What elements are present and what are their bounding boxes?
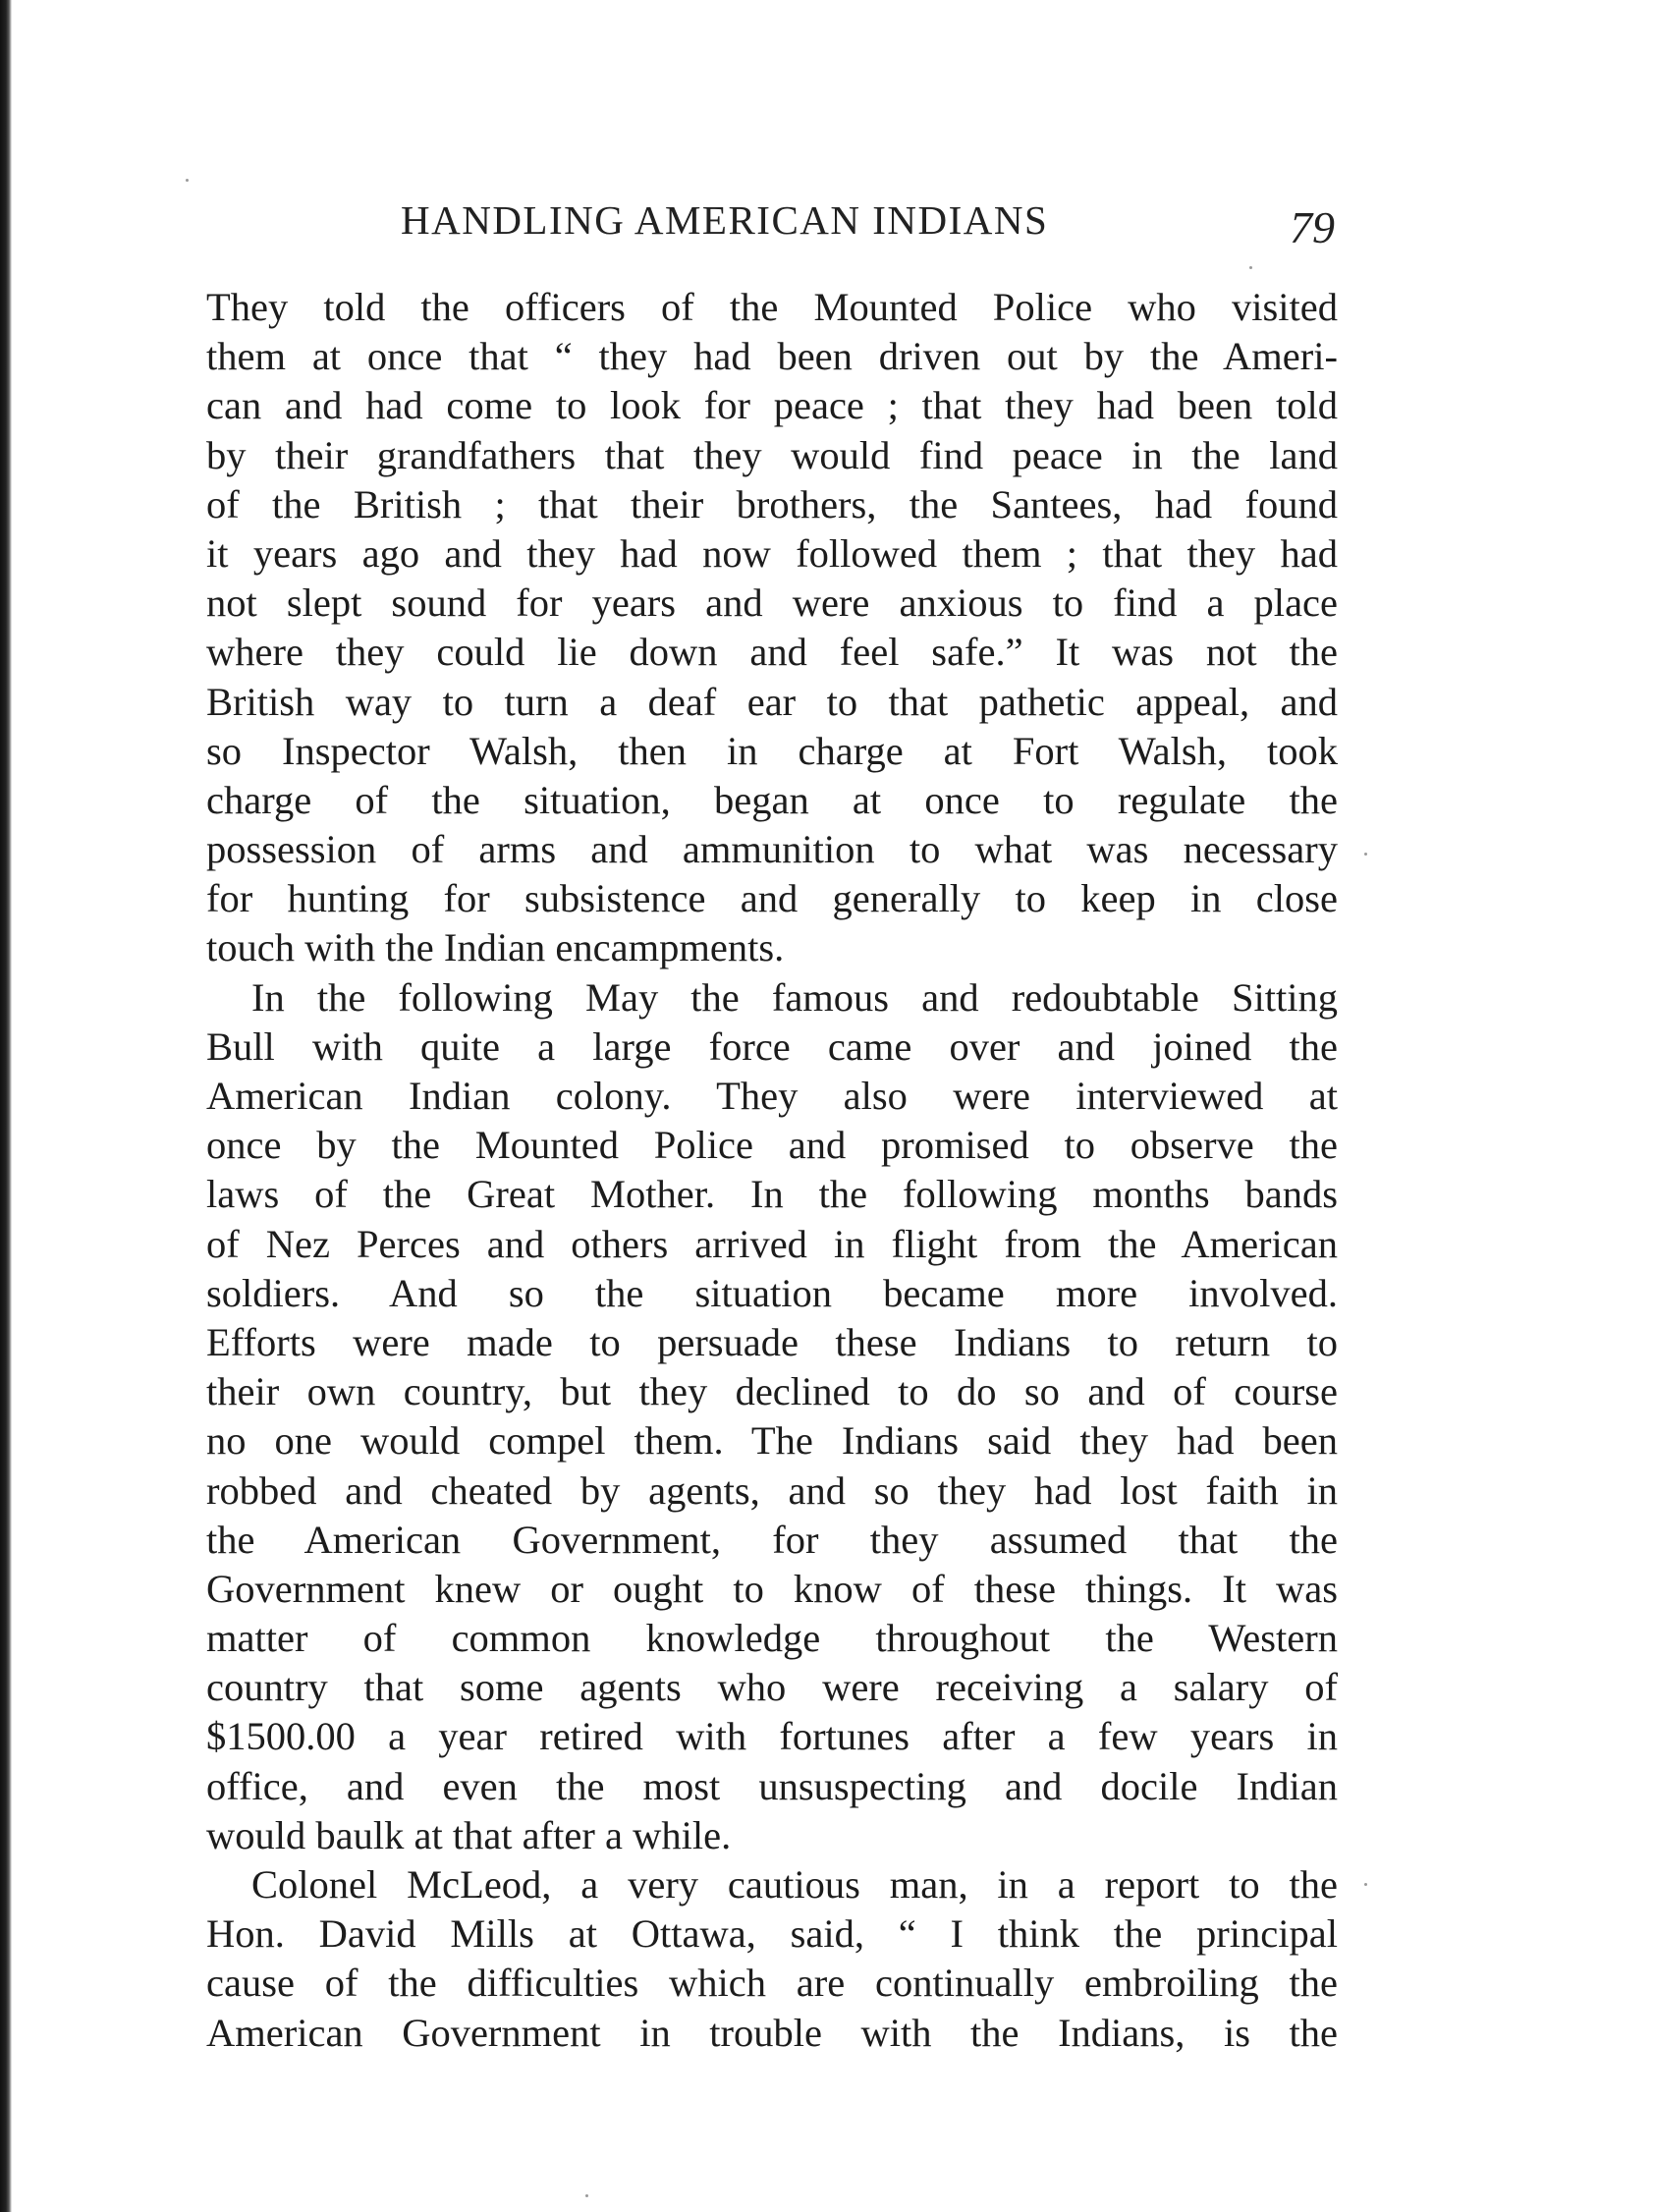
text-line: Government knew or ought to know of these things. It was — [206, 1566, 1338, 1611]
text-line: country that some agents who were receiving a salary of — [206, 1665, 1338, 1710]
scan-speck — [585, 2194, 588, 2197]
text-line: it years ago and they had now followed them ; that they had — [206, 530, 1338, 576]
text-line: so Inspector Walsh, then in charge at Fort Walsh, took — [206, 728, 1338, 773]
text-line: no one would compel them. The Indians said they had been — [206, 1418, 1338, 1464]
text-line: $1500.00 a year retired with fortunes after a few years in — [206, 1714, 1338, 1759]
text-line: by their grandfathers that they would find peace in the land — [206, 432, 1338, 477]
scan-speck — [1249, 266, 1252, 269]
text-line: charge of the situation, began at once to regulate the — [206, 777, 1338, 822]
text-line: matter of common knowledge throughout the Western — [206, 1616, 1338, 1661]
text-line: possession of arms and ammunition to what was necessary — [206, 827, 1338, 872]
text-line: touch with the Indian encampments. — [206, 925, 785, 970]
text-line: of Nez Perces and others arrived in flight from the American — [206, 1221, 1338, 1266]
text-line: would baulk at that after a while. — [206, 1812, 732, 1857]
text-line: laws of the Great Mother. In the following months bands — [206, 1172, 1338, 1217]
text-line: American Indian colony. They also were interviewed at — [206, 1074, 1338, 1118]
text-line: for hunting for subsistence and generally to keep in close — [206, 876, 1338, 921]
text-line: Colonel McLeod, a very cautious man, in a report to the — [251, 1862, 1338, 1907]
scan-speck — [1364, 1883, 1367, 1886]
paragraph-3 — [206, 1860, 1338, 2058]
text-line: cause of the difficulties which are continually embroiling the — [206, 1961, 1338, 2006]
text-line: of the British ; that their brothers, the Santees, had found — [206, 481, 1338, 526]
text-line: Hon. David Mills at Ottawa, said, “ I think the principal — [206, 1911, 1338, 1957]
paragraph-2 — [206, 973, 1338, 1860]
text-line: Efforts were made to persuade these Indians to return to — [206, 1319, 1338, 1364]
page-spine-shadow — [0, 0, 12, 2212]
text-line: their own country, but they declined to do so and of course — [206, 1369, 1338, 1414]
text-line: the American Government, for they assumed that the — [206, 1517, 1338, 1562]
text-line: where they could lie down and feel safe.” It was not the — [206, 630, 1338, 675]
text-line: office, and even the most unsuspecting and docile Indian — [206, 1763, 1338, 1808]
text-line: once by the Mounted Police and promised to observe the — [206, 1123, 1338, 1168]
text-line: not slept sound for years and were anxious to find a place — [206, 581, 1338, 626]
text-line: them at once that “ they had been driven out by the Ameri- — [206, 334, 1338, 379]
text-line: In the following May the famous and redoubtable Sitting — [251, 974, 1338, 1020]
text-line: They told the officers of the Mounted Police who visited — [206, 285, 1338, 329]
body-text — [206, 283, 1338, 2058]
running-title: HANDLING AMERICAN INDIANS — [401, 197, 1049, 243]
text-line: soldiers. And so the situation became more involved. — [206, 1270, 1338, 1315]
paragraph-1 — [206, 283, 1338, 973]
text-line: British way to turn a deaf ear to that pathetic appeal, and — [206, 679, 1338, 724]
text-line: robbed and cheated by agents, and so they had lost faith in — [206, 1467, 1338, 1513]
page-number: 79 — [1290, 202, 1335, 252]
text-line: American Government in trouble with the Indians, is the — [206, 2010, 1338, 2055]
text-line: Bull with quite a large force came over and joined the — [206, 1023, 1338, 1069]
scan-speck — [186, 179, 189, 182]
text-line: can and had come to look for peace ; that they had been told — [206, 383, 1338, 428]
scan-speck — [1364, 853, 1367, 856]
